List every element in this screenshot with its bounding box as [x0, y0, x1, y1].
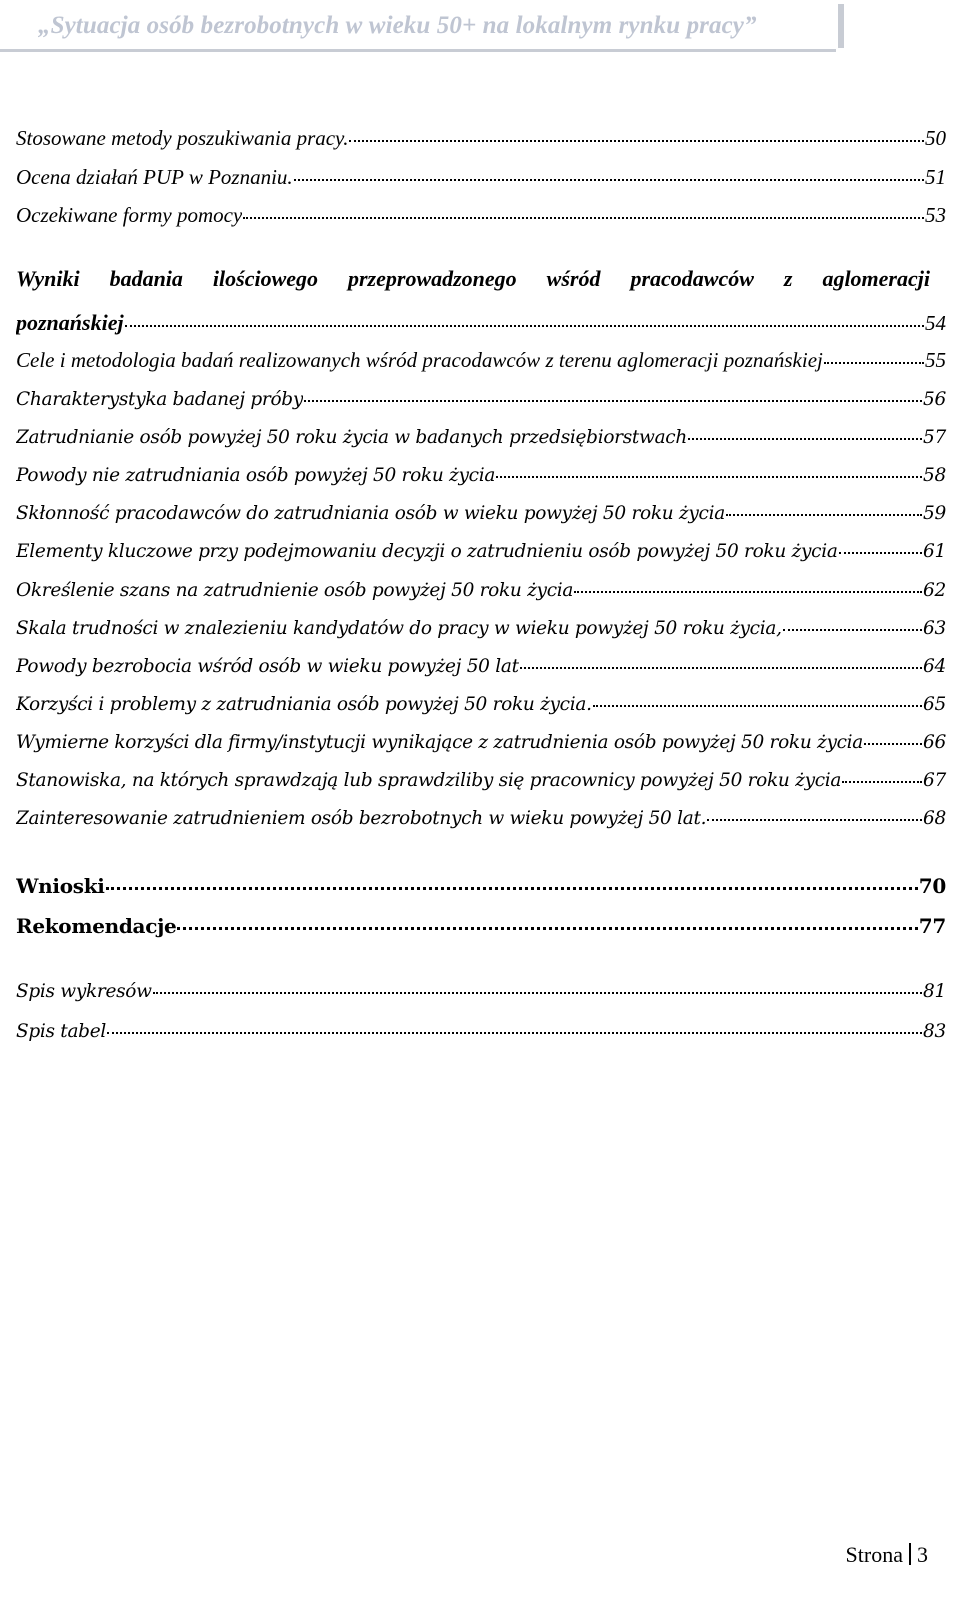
toc-entry-label: Stanowiska, na których sprawdzają lub sprawdziliby się pracownicy powyżej 50 roku życia — [16, 770, 842, 791]
toc-entry-page: 70 — [918, 874, 946, 898]
toc-leader-dots — [107, 1032, 922, 1034]
heading-word: Wyniki — [16, 266, 80, 291]
toc-leader-dots — [153, 992, 922, 994]
toc-entry-label: Spis wykresów — [16, 981, 152, 1002]
toc-entry-page: 77 — [918, 914, 946, 938]
toc-entry[interactable] — [16, 656, 946, 677]
toc-leader-dots — [593, 705, 922, 707]
toc-entry-label: Spis tabel — [16, 1021, 106, 1042]
toc-entry-page: 68 — [923, 808, 946, 829]
toc-leader-dots — [839, 552, 923, 554]
toc-leader-dots — [824, 362, 924, 364]
footer-label: Strona — [845, 1542, 903, 1567]
toc-entry-label: Ocena działań PUP w Poznaniu. — [16, 165, 293, 189]
toc-leader-dots — [574, 591, 922, 593]
toc-entry[interactable] — [16, 203, 946, 228]
toc-entry-label: Rekomendacje — [16, 914, 177, 938]
toc-entry-page: 64 — [923, 656, 946, 677]
toc-leader-dots — [177, 927, 917, 930]
toc-entry-label: Korzyści i problemy z zatrudniania osób powyżej 50 roku życia. — [16, 694, 592, 715]
toc-section-heading-line2[interactable] — [16, 310, 946, 336]
toc-entry[interactable] — [16, 808, 946, 829]
toc-entry-page: 66 — [923, 732, 946, 753]
toc-leader-dots — [496, 476, 922, 478]
toc-entry-page: 58 — [923, 465, 946, 486]
toc-leader-dots — [707, 819, 922, 821]
toc-entry[interactable] — [16, 427, 946, 448]
toc-entry-page: 65 — [923, 694, 946, 715]
toc-entry-page: 67 — [923, 770, 946, 791]
toc-entry-label: Stosowane metody poszukiwania pracy. — [16, 126, 349, 150]
heading-word: aglomeracji — [822, 266, 930, 291]
toc-entry-label: Zainteresowanie zatrudnieniem osób bezrobotnych w wieku powyżej 50 lat. — [16, 808, 707, 829]
page-header — [0, 0, 960, 52]
toc-entry[interactable] — [16, 465, 946, 486]
toc-entry-page: 56 — [923, 389, 946, 410]
header-title: „Sytuacja osób bezrobotnych w wieku 50+ na lokalnym rynku pracy” — [38, 12, 757, 39]
toc-entry[interactable] — [16, 126, 946, 151]
toc-entry-page: 62 — [923, 580, 946, 601]
toc-entry-page: 50 — [925, 126, 946, 150]
toc-entry-spis-wykresow[interactable] — [16, 981, 946, 1002]
toc-entry[interactable] — [16, 732, 946, 753]
toc-entry-page: 63 — [923, 618, 946, 639]
page-number: 3 — [917, 1542, 928, 1567]
toc-entry-label: Cele i metodologia badań realizowanych wśród pracodawców z terenu aglomeracji poznańskiej — [16, 348, 823, 372]
toc-leader-dots — [304, 400, 922, 402]
toc-entry[interactable] — [16, 541, 946, 562]
heading-word: przeprowadzonego — [348, 266, 517, 291]
toc-entry-label: Powody nie zatrudniania osób powyżej 50 roku życia — [16, 465, 496, 486]
toc-entry-label: Wymierne korzyści dla firmy/instytucji wynikające z zatrudnienia osób powyżej 50 roku życia — [16, 732, 864, 753]
toc-entry[interactable] — [16, 165, 946, 190]
toc-entry[interactable] — [16, 580, 946, 601]
toc-entry-page: 83 — [923, 1021, 946, 1042]
toc-entry-label: Powody bezrobocia wśród osób w wieku powyżej 50 lat — [16, 656, 519, 677]
toc-entry-rekomendacje[interactable] — [16, 914, 946, 938]
toc-entry[interactable] — [16, 618, 946, 639]
toc-leader-dots — [349, 140, 924, 142]
footer-separator — [909, 1543, 911, 1565]
toc-entry[interactable] — [16, 770, 946, 791]
toc-entry-wnioski[interactable] — [16, 874, 946, 898]
toc-entry-page: 51 — [925, 165, 946, 189]
toc-entry[interactable] — [16, 503, 946, 524]
page-footer — [846, 1542, 928, 1568]
toc-leader-dots — [106, 887, 918, 890]
heading-word: badania — [109, 266, 183, 291]
heading-word: wśród — [546, 266, 601, 291]
toc-entry-label: Elementy kluczowe przy podejmowaniu decyzji o zatrudnieniu osób powyżej 50 roku życia — [16, 541, 838, 562]
heading-word: ilościowego — [212, 266, 319, 291]
toc-entry-label: poznańskiej — [16, 310, 124, 335]
toc-entry-label: Charakterystyka badanej próby — [16, 389, 304, 410]
header-bar — [838, 4, 844, 48]
toc-section-heading-line1[interactable] — [16, 266, 930, 292]
toc-entry-page: 59 — [923, 503, 946, 524]
toc-leader-dots — [842, 781, 922, 783]
toc-entry-label: Określenie szans na zatrudnienie osób powyżej 50 roku życia — [16, 580, 574, 601]
toc-leader-dots — [864, 743, 922, 745]
heading-word: z — [783, 266, 793, 291]
toc-entry-label: Oczekiwane formy pomocy — [16, 203, 243, 227]
toc-entry-label: Skala trudności w znalezieniu kandydatów do pracy w wieku powyżej 50 roku życia, — [16, 618, 782, 639]
toc-entry[interactable] — [16, 694, 946, 715]
toc-entry-page: 54 — [925, 311, 946, 335]
toc-entry[interactable] — [16, 389, 946, 410]
toc-entry-page: 53 — [925, 203, 946, 227]
toc-entry-label: Zatrudnianie osób powyżej 50 roku życia w badanych przedsiębiorstwach — [16, 427, 687, 448]
toc-entry-page: 61 — [923, 541, 946, 562]
toc-leader-dots — [520, 667, 922, 669]
toc-entry-spis-tabel[interactable] — [16, 1021, 946, 1042]
toc-entry[interactable] — [16, 348, 946, 373]
toc-leader-dots — [726, 514, 922, 516]
header-rule — [0, 49, 836, 52]
toc-leader-dots — [688, 438, 922, 440]
toc-leader-dots — [125, 325, 924, 327]
toc-entry-page: 55 — [925, 348, 946, 372]
toc-entry-label: Skłonność pracodawców do zatrudniania osób w wieku powyżej 50 roku życia — [16, 503, 725, 524]
toc-entry-page: 81 — [923, 981, 946, 1002]
heading-word: pracodawców — [630, 266, 754, 291]
toc-entry-page: 57 — [923, 427, 946, 448]
toc-leader-dots — [243, 217, 924, 219]
toc-leader-dots — [783, 629, 922, 631]
toc-leader-dots — [294, 179, 924, 181]
toc-entry-label: Wnioski — [16, 874, 105, 898]
